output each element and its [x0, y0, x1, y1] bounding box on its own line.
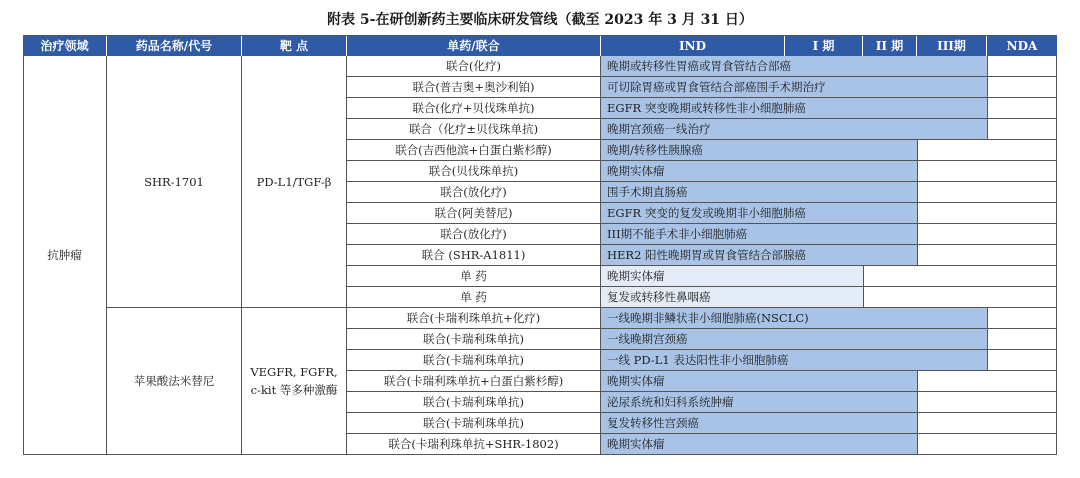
phase-cell	[917, 329, 987, 350]
combo-cell: 联合(化疗)	[347, 56, 601, 77]
header-phase-3: III期	[917, 35, 987, 56]
phase-cell	[917, 266, 987, 287]
phase-end-line	[987, 350, 988, 371]
phase-end-line	[987, 308, 988, 329]
phase-cell	[917, 224, 987, 245]
phase-cell	[785, 392, 863, 413]
header-area: 治疗领域	[23, 35, 107, 56]
combo-cell: 联合(阿美替尼)	[347, 203, 601, 224]
indication-text: 晚期或转移性胃癌或胃食管结合部癌	[607, 59, 791, 73]
header-combo: 单药/联合	[347, 35, 601, 56]
indication-text: EGFR 突变的复发或晚期非小细胞肺癌	[607, 206, 806, 220]
phase-end-line	[917, 203, 918, 224]
combo-cell: 联合(吉西他滨+白蛋白紫杉醇)	[347, 140, 601, 161]
phase-cell	[785, 182, 863, 203]
phase-cell	[785, 329, 863, 350]
phase-cell	[863, 350, 917, 371]
phase-cell	[863, 245, 917, 266]
table-row	[23, 245, 1057, 266]
phase-cell	[917, 245, 987, 266]
phase-end-line	[917, 140, 918, 161]
table-row	[23, 350, 1057, 371]
phase-cell	[987, 434, 1057, 455]
phase-cell	[987, 308, 1057, 329]
phase-cell	[863, 161, 917, 182]
indication-text: 一线 PD-L1 表达阳性非小细胞肺癌	[607, 353, 789, 367]
phase-cell	[863, 203, 917, 224]
therapy-area-cell: 抗肿瘤	[23, 56, 107, 455]
phase-cell	[863, 140, 917, 161]
table-row	[23, 392, 1057, 413]
header-target: 靶 点	[242, 35, 347, 56]
phase-cell	[863, 77, 917, 98]
phase-cell	[785, 287, 863, 308]
phase-cell	[987, 98, 1057, 119]
drug-name-cell: SHR-1701	[107, 56, 242, 308]
phase-cell	[987, 182, 1057, 203]
phase-cell	[987, 140, 1057, 161]
table-row	[23, 119, 1057, 140]
header-phase-1: I 期	[785, 35, 863, 56]
combo-cell: 联合(普吉奥+奥沙利铂)	[347, 77, 601, 98]
table-row	[23, 98, 1057, 119]
table-row	[23, 287, 1057, 308]
phase-cell	[863, 266, 917, 287]
header-phase-2: II 期	[863, 35, 917, 56]
combo-cell: 联合(卡瑞利珠单抗+化疗)	[347, 308, 601, 329]
phase-cell	[863, 287, 917, 308]
phase-end-line	[917, 182, 918, 203]
indication-text: 可切除胃癌或胃食管结合部癌围手术期治疗	[607, 80, 826, 94]
phase-cell	[863, 182, 917, 203]
combo-cell: 联合 (SHR-A1811)	[347, 245, 601, 266]
indication-text: 围手术期直肠癌	[607, 185, 688, 199]
table-row	[23, 56, 1057, 77]
phase-cell	[863, 413, 917, 434]
target-cell: PD-L1/TGF-β	[242, 56, 347, 308]
phase-cell	[785, 266, 863, 287]
indication-text: 一线晚期非鳞状非小细胞肺癌(NSCLC)	[607, 311, 809, 325]
header-nda: NDA	[1006, 38, 1038, 53]
phase-cell	[917, 140, 987, 161]
phase-end-line	[987, 119, 988, 140]
phase-cell	[917, 161, 987, 182]
phase-cell	[785, 161, 863, 182]
phase-cell	[863, 56, 917, 77]
combo-cell: 联合(放化疗)	[347, 224, 601, 245]
phase-cell	[917, 413, 987, 434]
table-row	[23, 434, 1057, 455]
phase-cell	[987, 203, 1057, 224]
phase-cell	[987, 77, 1057, 98]
phase-cell	[987, 350, 1057, 371]
phase-end-line	[863, 266, 864, 287]
table-row	[23, 371, 1057, 392]
phase-end-line	[987, 98, 988, 119]
phase-cell	[785, 413, 863, 434]
table-row	[23, 182, 1057, 203]
indication-text: 复发转移性宫颈癌	[607, 416, 699, 430]
phase-cell	[863, 371, 917, 392]
phase-cell	[987, 371, 1057, 392]
combo-cell: 单 药	[347, 266, 601, 287]
phase-cell	[863, 392, 917, 413]
indication-text: 泌尿系统和妇科系统肿瘤	[607, 395, 734, 409]
phase-cell	[917, 182, 987, 203]
combo-cell: 联合(卡瑞利珠单抗)	[347, 350, 601, 371]
indication-text: 晚期实体瘤	[607, 374, 665, 388]
table-row	[23, 308, 1057, 329]
phase-end-line	[917, 371, 918, 392]
indication-text: 复发或转移性鼻咽癌	[607, 290, 711, 304]
indication-text: 晚期实体瘤	[607, 269, 665, 283]
phase-cell	[987, 161, 1057, 182]
phase-cell	[917, 287, 987, 308]
phase-cell	[987, 245, 1057, 266]
phase-cell	[863, 308, 917, 329]
phase-cell	[863, 98, 917, 119]
indication-text: EGFR 突变晚期或转移性非小细胞肺癌	[607, 101, 806, 115]
table-title: 附表 5-在研创新药主要临床研发管线（截至 2023 年 3 月 31 日）	[327, 12, 753, 28]
phase-cell	[863, 224, 917, 245]
phase-cell	[917, 371, 987, 392]
combo-cell: 联合（化疗±贝伐珠单抗)	[347, 119, 601, 140]
drug-name-cell: 苹果酸法米替尼	[107, 308, 242, 455]
phase-cell	[785, 371, 863, 392]
phase-cell	[863, 329, 917, 350]
phase-end-line	[917, 224, 918, 245]
phase-cell	[987, 224, 1057, 245]
phase-cell	[987, 413, 1057, 434]
phase-cell	[917, 203, 987, 224]
phase-end-line	[917, 392, 918, 413]
phase-cell	[785, 350, 863, 371]
combo-cell: 联合(卡瑞利珠单抗)	[347, 392, 601, 413]
header-ind: IND	[601, 35, 785, 56]
phase-end-line	[987, 329, 988, 350]
combo-cell: 联合(化疗+贝伐珠单抗)	[347, 98, 601, 119]
combo-cell: 联合(贝伐珠单抗)	[347, 161, 601, 182]
phase-end-line	[917, 245, 918, 266]
phase-end-line	[987, 56, 988, 77]
table-row	[23, 77, 1057, 98]
combo-cell: 联合(卡瑞利珠单抗)	[347, 329, 601, 350]
table-header	[23, 35, 1057, 56]
phase-end-line	[917, 161, 918, 182]
indication-text: 晚期实体瘤	[607, 164, 665, 178]
combo-cell: 联合(放化疗)	[347, 182, 601, 203]
phase-cell	[917, 119, 987, 140]
indication-text: HER2 阳性晚期胃或胃食管结合部腺癌	[607, 248, 807, 262]
phase-end-line	[917, 413, 918, 434]
indication-text: 晚期/转移性胰腺癌	[607, 143, 703, 157]
table-row	[23, 224, 1057, 245]
phase-cell	[785, 224, 863, 245]
table-row	[23, 266, 1057, 287]
phase-cell	[917, 56, 987, 77]
indication-text: 晚期宫颈癌一线治疗	[607, 122, 711, 136]
phase-cell	[917, 434, 987, 455]
phase-cell	[987, 287, 1057, 308]
indication-text: 一线晚期宫颈癌	[607, 332, 688, 346]
phase-end-line	[863, 287, 864, 308]
indication-text: 晚期实体瘤	[607, 437, 665, 451]
table-row	[23, 413, 1057, 434]
phase-cell	[987, 329, 1057, 350]
table-row	[23, 329, 1057, 350]
indication-text: III期不能手术非小细胞肺癌	[607, 227, 748, 241]
table-row	[23, 203, 1057, 224]
phase-cell	[987, 56, 1057, 77]
phase-cell	[987, 266, 1057, 287]
target-cell: VEGFR, FGFR, c-kit 等多种激酶	[242, 308, 347, 455]
phase-cell	[863, 119, 917, 140]
table-row	[23, 140, 1057, 161]
header-drug: 药品名称/代号	[107, 35, 242, 56]
table-row	[23, 161, 1057, 182]
phase-cell	[785, 119, 863, 140]
phase-cell	[785, 434, 863, 455]
phase-cell	[917, 77, 987, 98]
phase-cell	[917, 350, 987, 371]
combo-cell: 联合(卡瑞利珠单抗+SHR-1802)	[347, 434, 601, 455]
phase-cell	[917, 392, 987, 413]
phase-cell	[917, 98, 987, 119]
phase-end-line	[987, 77, 988, 98]
phase-cell	[987, 119, 1057, 140]
phase-end-line	[917, 434, 918, 455]
phase-cell	[785, 56, 863, 77]
phase-cell	[863, 434, 917, 455]
combo-cell: 联合(卡瑞利珠单抗)	[347, 413, 601, 434]
phase-cell	[785, 140, 863, 161]
phase-cell	[987, 392, 1057, 413]
phase-cell	[917, 308, 987, 329]
combo-cell: 联合(卡瑞利珠单抗+白蛋白紫杉醇)	[347, 371, 601, 392]
combo-cell: 单 药	[347, 287, 601, 308]
